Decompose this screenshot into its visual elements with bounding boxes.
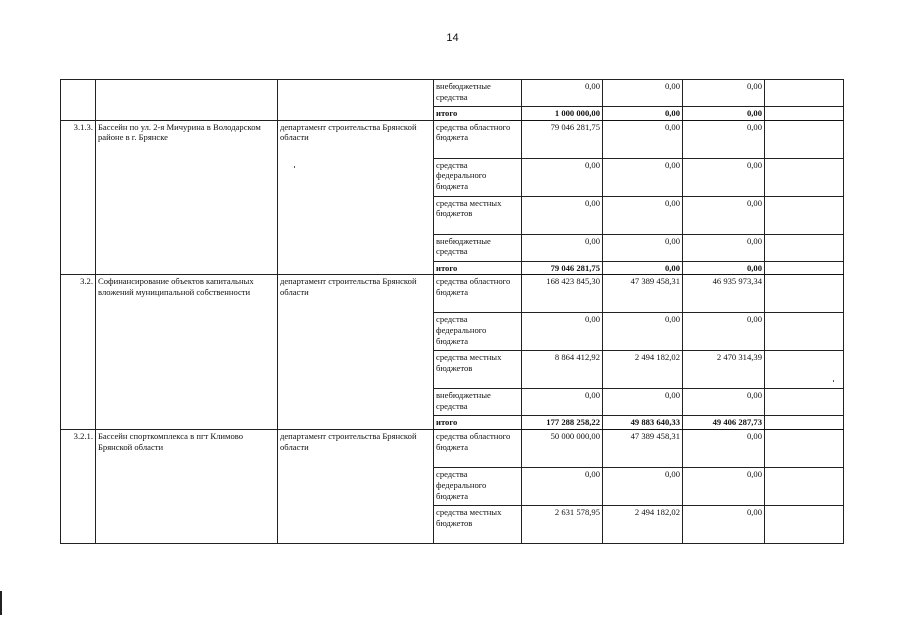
empty-cell: [765, 468, 844, 506]
empty-cell: [765, 80, 844, 107]
amount-v1: 0,00: [522, 313, 603, 351]
amount-v3: 0,00: [683, 389, 765, 416]
empty-cell: [765, 261, 844, 275]
scan-speck: [833, 380, 834, 382]
total-v2: 49 883 640,33: [603, 416, 683, 430]
funding-source: средства федерального бюджета: [434, 158, 522, 196]
amount-v1: 168 423 845,30: [522, 275, 603, 313]
funding-source: средства местных бюджетов: [434, 506, 522, 544]
total-v1: 1 000 000,00: [522, 107, 603, 121]
funding-source: средства федерального бюджета: [434, 468, 522, 506]
amount-v2: 47 389 458,31: [603, 275, 683, 313]
amount-v2: 0,00: [603, 158, 683, 196]
funding-source: внебюджетные средства: [434, 234, 522, 261]
amount-v2: 0,00: [603, 468, 683, 506]
amount-v2: 0,00: [603, 80, 683, 107]
amount-v3: 2 470 314,39: [683, 351, 765, 389]
department: департамент строительства Брянской области: [278, 120, 434, 275]
empty-cell: [765, 158, 844, 196]
amount-v1: 0,00: [522, 389, 603, 416]
total-v3: 0,00: [683, 107, 765, 121]
item-name: Бассейн спорткомплекса в пгт Климово Брянской области: [96, 430, 278, 544]
total-v1: 177 288 258,22: [522, 416, 603, 430]
amount-v1: 8 864 412,92: [522, 351, 603, 389]
scan-speck: [294, 166, 295, 168]
funding-source: средства местных бюджетов: [434, 351, 522, 389]
total-v3: 0,00: [683, 261, 765, 275]
table-row: [61, 275, 844, 313]
amount-v3: 0,00: [683, 120, 765, 158]
empty-cell: [765, 120, 844, 158]
funding-source: средства областного бюджета: [434, 430, 522, 468]
department: департамент строительства Брянской области: [278, 430, 434, 544]
empty-cell: [765, 389, 844, 416]
scan-artifact: [0, 591, 2, 615]
amount-v2: 0,00: [603, 389, 683, 416]
total-label: итого: [434, 416, 522, 430]
amount-v1: 2 631 578,95: [522, 506, 603, 544]
amount-v2: 2 494 182,02: [603, 351, 683, 389]
item-code: 3.1.3.: [61, 120, 96, 275]
amount-v3: 0,00: [683, 80, 765, 107]
item-code: 3.2.: [61, 275, 96, 430]
total-v2: 0,00: [603, 107, 683, 121]
amount-v1: 79 046 281,75: [522, 120, 603, 158]
amount-v2: 0,00: [603, 234, 683, 261]
amount-v1: 0,00: [522, 80, 603, 107]
funding-source: средства федерального бюджета: [434, 313, 522, 351]
amount-v3: 0,00: [683, 313, 765, 351]
table-row: [61, 120, 844, 158]
funding-source: внебюджетные средства: [434, 389, 522, 416]
total-v2: 0,00: [603, 261, 683, 275]
amount-v2: 2 494 182,02: [603, 506, 683, 544]
total-label: итого: [434, 261, 522, 275]
empty-cell: [765, 275, 844, 313]
funding-source: средства областного бюджета: [434, 120, 522, 158]
empty-cell: [765, 107, 844, 121]
table-row: [61, 80, 844, 107]
empty-cell: [765, 416, 844, 430]
item-name: Софинансирование объектов капитальных вложений муниципальной собственности: [96, 275, 278, 430]
item-code: 3.2.1.: [61, 430, 96, 544]
page-number: 14: [446, 32, 459, 44]
budget-body: [61, 80, 844, 544]
item-name: Бассейн по ул. 2-я Мичурина в Володарском районе в г. Брянске: [96, 120, 278, 275]
empty-cell: [765, 430, 844, 468]
amount-v1: 0,00: [522, 234, 603, 261]
empty-cell: [765, 313, 844, 351]
budget-table: [60, 79, 844, 544]
department: департамент строительства Брянской области: [278, 275, 434, 430]
total-v3: 49 406 287,73: [683, 416, 765, 430]
amount-v3: 0,00: [683, 158, 765, 196]
amount-v2: 0,00: [603, 196, 683, 234]
amount-v3: 46 935 973,34: [683, 275, 765, 313]
empty-cell: [765, 351, 844, 389]
funding-source: средства областного бюджета: [434, 275, 522, 313]
funding-source: внебюджетные средства: [434, 80, 522, 107]
empty-cell: [765, 234, 844, 261]
amount-v1: 0,00: [522, 158, 603, 196]
amount-v3: 0,00: [683, 234, 765, 261]
amount-v3: 0,00: [683, 196, 765, 234]
amount-v3: 0,00: [683, 468, 765, 506]
amount-v3: 0,00: [683, 506, 765, 544]
amount-v3: 0,00: [683, 430, 765, 468]
amount-v2: 47 389 458,31: [603, 430, 683, 468]
amount-v1: 50 000 000,00: [522, 430, 603, 468]
table-row: [61, 430, 844, 468]
amount-v1: 0,00: [522, 196, 603, 234]
item-code: [61, 80, 96, 121]
amount-v2: 0,00: [603, 120, 683, 158]
item-name: [96, 80, 278, 121]
funding-source: средства местных бюджетов: [434, 196, 522, 234]
empty-cell: [765, 506, 844, 544]
total-label: итого: [434, 107, 522, 121]
total-v1: 79 046 281,75: [522, 261, 603, 275]
amount-v2: 0,00: [603, 313, 683, 351]
department: [278, 80, 434, 121]
empty-cell: [765, 196, 844, 234]
amount-v1: 0,00: [522, 468, 603, 506]
